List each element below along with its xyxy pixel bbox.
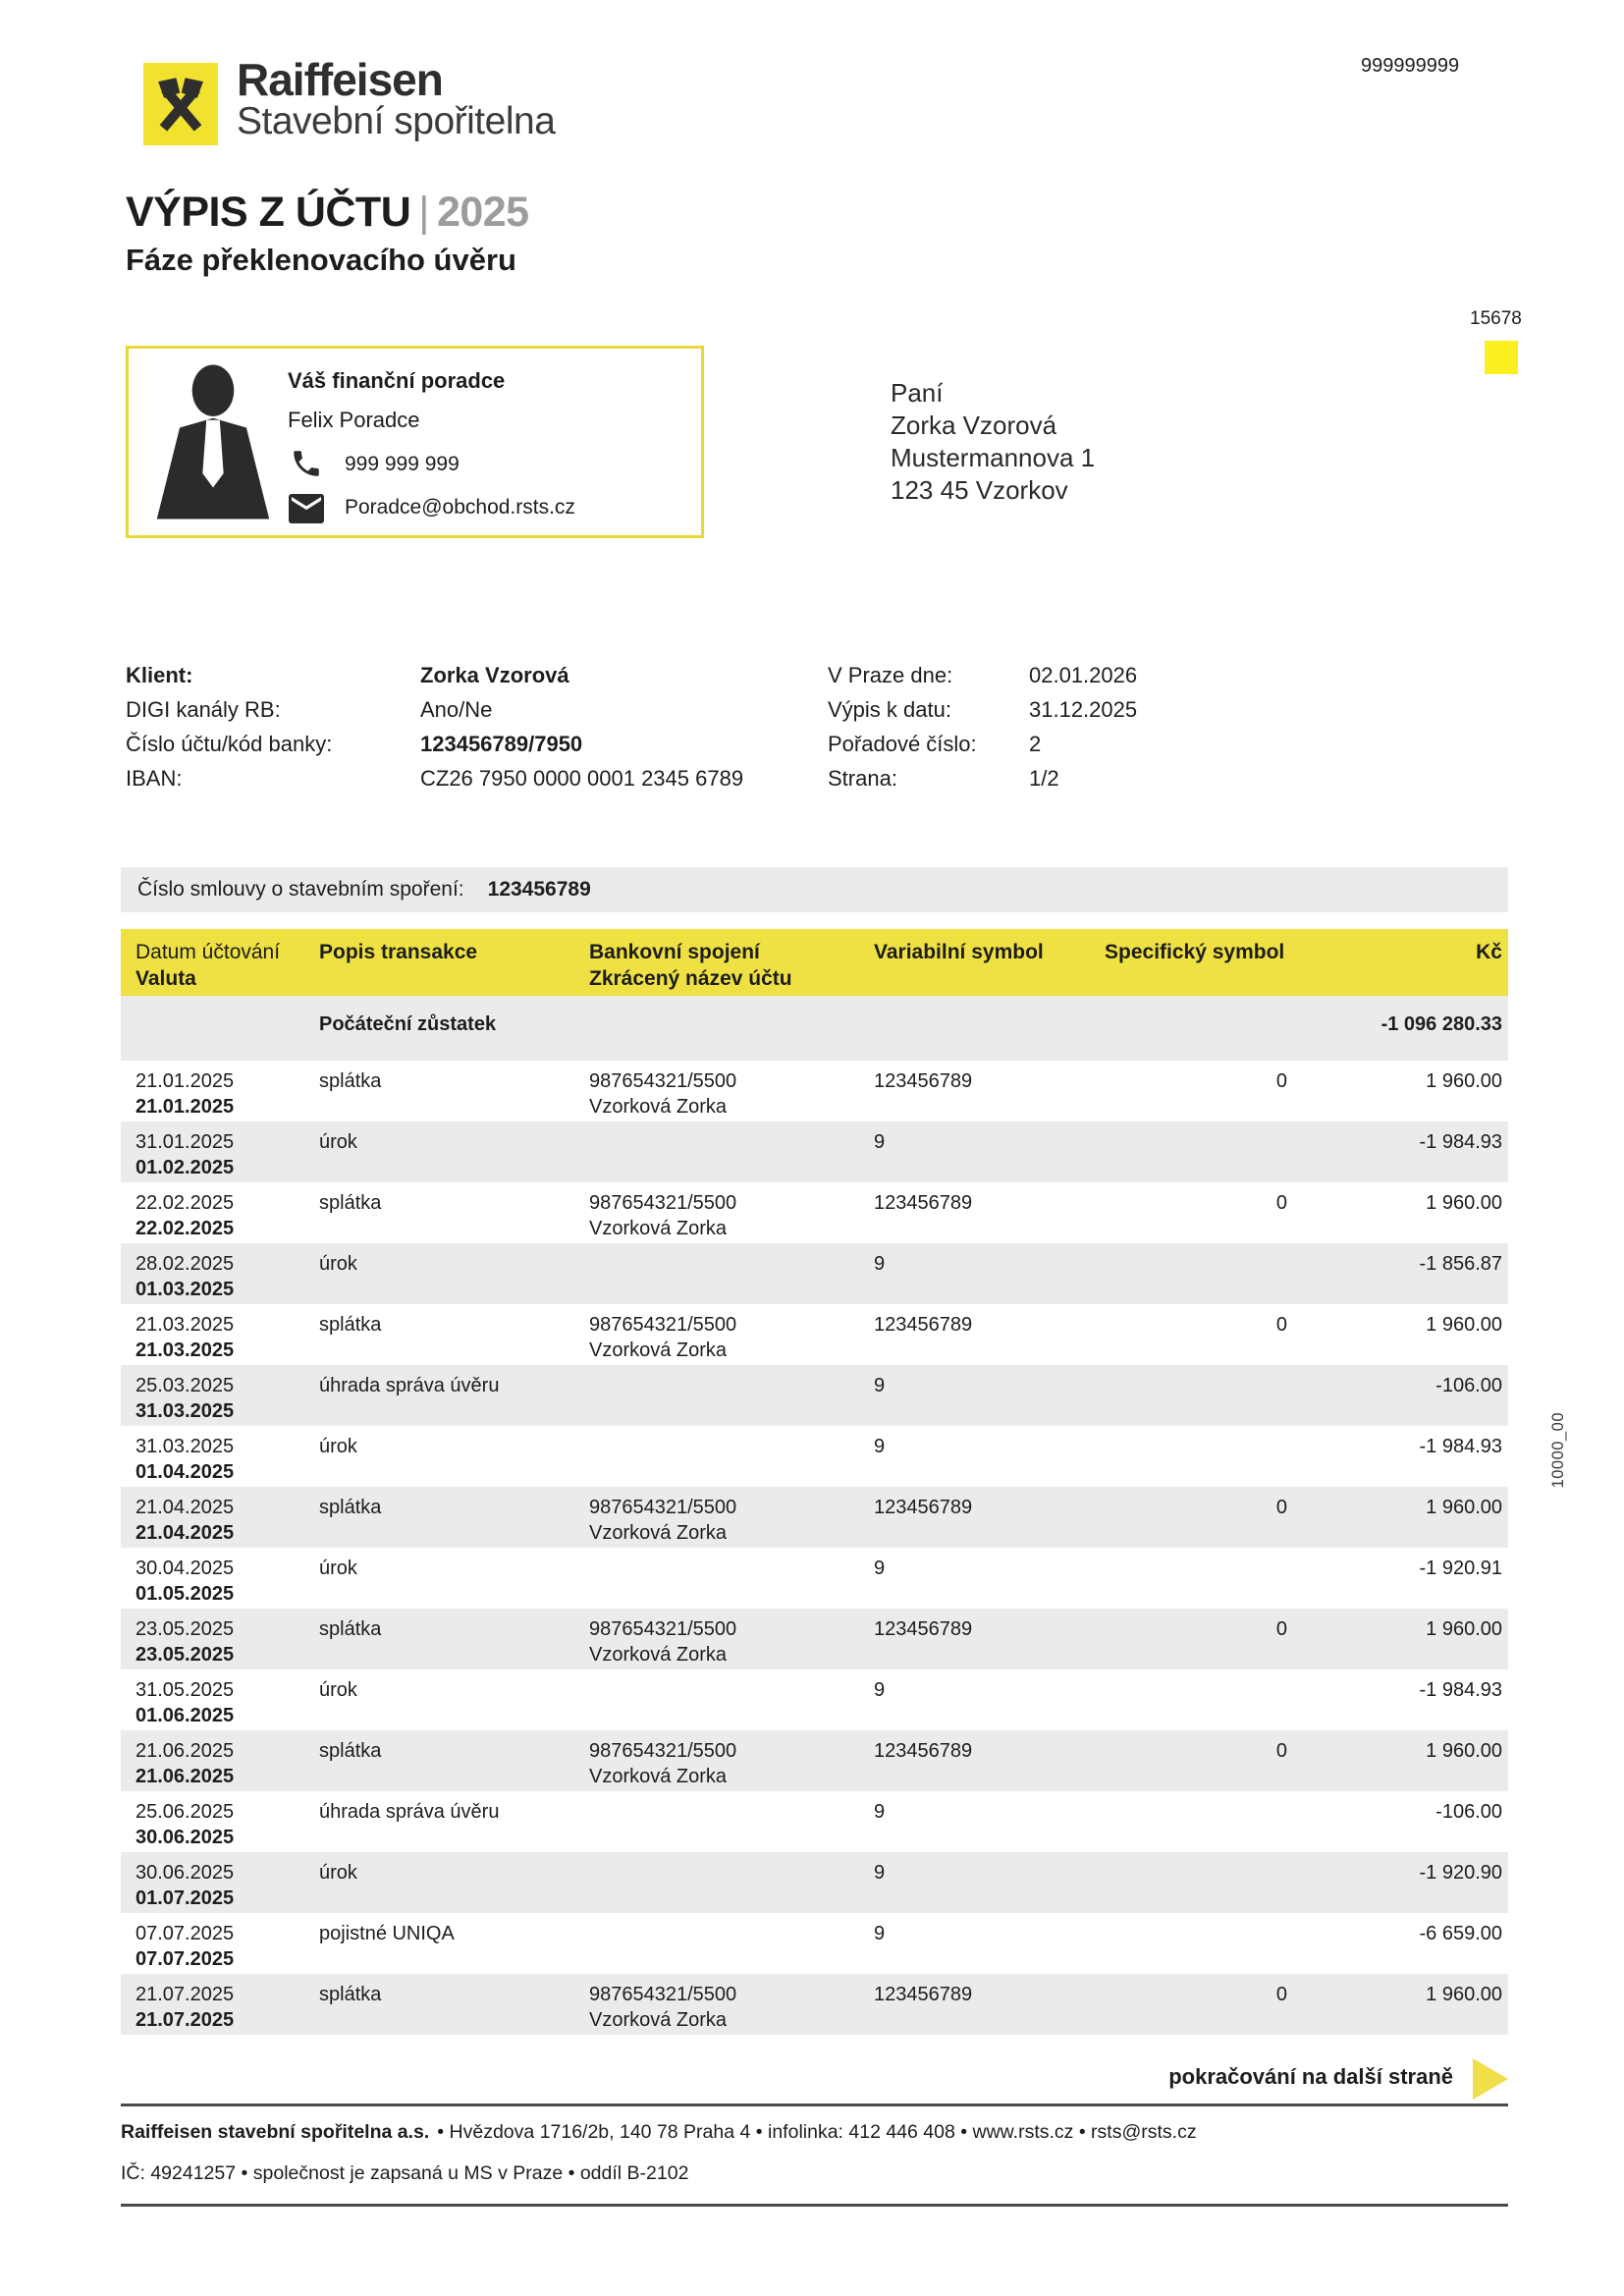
gable-cross-icon bbox=[152, 72, 209, 137]
tx-description: úrok bbox=[319, 1253, 357, 1275]
transaction-row bbox=[121, 1121, 1508, 1182]
tx-bank-cell bbox=[589, 1251, 874, 1304]
table-body bbox=[121, 1061, 1508, 2035]
opening-balance-label: Počáteční zůstatek bbox=[319, 1013, 497, 1035]
tx-value-date: 01.05.2025 bbox=[135, 1583, 235, 1605]
tx-bank-cell bbox=[589, 1556, 874, 1609]
tx-booking-date: 25.06.2025 bbox=[135, 1801, 235, 1823]
tx-specific-symbol-cell bbox=[1105, 1556, 1291, 1609]
tx-variable-symbol-cell bbox=[874, 1738, 1105, 1791]
tx-dates-cell bbox=[121, 1738, 319, 1791]
address-line: 123 45 Vzorkov bbox=[891, 475, 1068, 505]
tx-amount-cell bbox=[1291, 1373, 1508, 1426]
tx-variable-symbol: 9 bbox=[874, 1801, 886, 1823]
tx-specific-symbol-cell bbox=[1105, 1129, 1291, 1182]
tx-booking-date: 21.07.2025 bbox=[135, 1984, 235, 2005]
tx-booking-date: 07.07.2025 bbox=[135, 1923, 235, 1944]
contract-bar bbox=[121, 867, 1508, 912]
tx-specific-symbol-cell bbox=[1105, 1495, 1291, 1548]
tx-counter-account: 987654321/5500 bbox=[589, 1497, 737, 1518]
tx-variable-symbol-cell bbox=[874, 1982, 1105, 2035]
tx-booking-date: 23.05.2025 bbox=[135, 1618, 235, 1640]
tx-variable-symbol-cell bbox=[874, 1556, 1105, 1609]
contract-number: 123456789 bbox=[487, 878, 591, 901]
person-icon bbox=[150, 362, 276, 521]
tx-value-date: 21.01.2025 bbox=[135, 1096, 235, 1118]
logo-mark bbox=[143, 63, 218, 145]
tx-variable-symbol-cell bbox=[874, 1677, 1105, 1730]
header-popis: Popis transakce bbox=[319, 941, 478, 963]
transaction-row bbox=[121, 1487, 1508, 1548]
tx-bank-cell bbox=[589, 1677, 874, 1730]
tx-description-cell bbox=[319, 1860, 589, 1913]
advisor-card bbox=[126, 346, 704, 538]
bottom-rule bbox=[121, 2204, 1508, 2207]
tx-counter-name: Vzorková Zorka bbox=[589, 1644, 728, 1666]
brand-name: Raiffeisen bbox=[237, 54, 443, 105]
tx-specific-symbol: 0 bbox=[1275, 1314, 1287, 1336]
tx-value-date: 07.07.2025 bbox=[135, 1948, 235, 1970]
footer-line1 bbox=[121, 2121, 1197, 2144]
tx-bank-cell bbox=[589, 1068, 874, 1121]
footer-company: Raiffeisen stavební spořitelna a.s. bbox=[121, 2121, 430, 2143]
tx-variable-symbol: 9 bbox=[874, 1375, 886, 1396]
tx-booking-date: 25.03.2025 bbox=[135, 1375, 235, 1396]
doc-code: 15678 bbox=[1470, 308, 1522, 329]
tx-dates-cell bbox=[121, 1799, 319, 1852]
header-specificky: Specifický symbol bbox=[1105, 941, 1285, 963]
tx-bank-cell bbox=[589, 1616, 874, 1669]
header-datum: Datum účtování Valuta bbox=[135, 941, 281, 990]
opening-balance-amount: -1 096 280.33 bbox=[1380, 1013, 1502, 1035]
tx-dates-cell bbox=[121, 1495, 319, 1548]
tx-value-date: 21.06.2025 bbox=[135, 1766, 235, 1787]
transaction-row bbox=[121, 1243, 1508, 1304]
tx-variable-symbol-cell bbox=[874, 1860, 1105, 1913]
tx-amount: -106.00 bbox=[1435, 1375, 1502, 1396]
tx-description: pojistné UNIQA bbox=[319, 1923, 455, 1944]
client-value: Zorka Vzorová bbox=[420, 663, 569, 687]
tx-amount-cell bbox=[1291, 1068, 1508, 1121]
tx-amount-cell bbox=[1291, 1738, 1508, 1791]
tx-variable-symbol-cell bbox=[874, 1921, 1105, 1974]
tx-variable-symbol-cell bbox=[874, 1312, 1105, 1365]
tx-description: splátka bbox=[319, 1497, 382, 1518]
tx-variable-symbol: 123456789 bbox=[874, 1314, 973, 1336]
tx-booking-date: 30.04.2025 bbox=[135, 1558, 235, 1579]
tx-counter-account: 987654321/5500 bbox=[589, 1740, 737, 1762]
tx-amount: -1 920.91 bbox=[1419, 1558, 1502, 1579]
tx-dates-cell bbox=[121, 1373, 319, 1426]
tx-counter-name: Vzorková Zorka bbox=[589, 1339, 728, 1361]
transaction-row bbox=[121, 1304, 1508, 1365]
tx-description: úrok bbox=[319, 1436, 357, 1457]
tx-amount-cell bbox=[1291, 1677, 1508, 1730]
tx-specific-symbol-cell bbox=[1105, 1921, 1291, 1974]
tx-specific-symbol-cell bbox=[1105, 1312, 1291, 1365]
transaction-row bbox=[121, 1426, 1508, 1487]
tx-amount: 1 960.00 bbox=[1426, 1618, 1502, 1640]
tx-description: úrok bbox=[319, 1679, 357, 1701]
tx-dates-cell bbox=[121, 1068, 319, 1121]
tx-bank-cell bbox=[589, 1921, 874, 1974]
tx-specific-symbol-cell bbox=[1105, 1982, 1291, 2035]
tx-description: úhrada správa úvěru bbox=[319, 1801, 500, 1823]
advisor-name: Felix Poradce bbox=[288, 408, 420, 432]
tx-variable-symbol-cell bbox=[874, 1068, 1105, 1121]
digi-value: Ano/Ne bbox=[420, 697, 493, 722]
issue-date-label: V Praze dne: bbox=[828, 663, 953, 687]
footer-registration: IČ: 49241257 • společnost je zapsaná u MS v Praze • oddíl B-2102 bbox=[121, 2162, 689, 2184]
advisor-heading: Váš finanční poradce bbox=[288, 368, 506, 393]
tx-amount: 1 960.00 bbox=[1426, 1984, 1502, 2005]
tx-variable-symbol: 9 bbox=[874, 1679, 886, 1701]
tx-variable-symbol-cell bbox=[874, 1251, 1105, 1304]
tx-amount-cell bbox=[1291, 1921, 1508, 1974]
tx-amount-cell bbox=[1291, 1190, 1508, 1243]
header-bankovni: Bankovní spojení Zkrácený název účtu bbox=[589, 941, 792, 990]
tx-value-date: 21.04.2025 bbox=[135, 1522, 235, 1544]
client-number: 999999999 bbox=[1361, 55, 1460, 77]
tx-bank-cell bbox=[589, 1129, 874, 1182]
tx-specific-symbol: 0 bbox=[1275, 1618, 1287, 1640]
tx-description-cell bbox=[319, 1677, 589, 1730]
tx-bank-cell bbox=[589, 1434, 874, 1487]
transaction-row bbox=[121, 1061, 1508, 1121]
tx-variable-symbol: 9 bbox=[874, 1923, 886, 1944]
tx-variable-symbol-cell bbox=[874, 1616, 1105, 1669]
tx-description: splátka bbox=[319, 1314, 382, 1336]
tx-counter-name: Vzorková Zorka bbox=[589, 1522, 728, 1544]
tx-description-cell bbox=[319, 1495, 589, 1548]
transaction-row bbox=[121, 1974, 1508, 2035]
tx-specific-symbol-cell bbox=[1105, 1373, 1291, 1426]
tx-description: splátka bbox=[319, 1070, 382, 1092]
tx-description-cell bbox=[319, 1556, 589, 1609]
tx-value-date: 21.07.2025 bbox=[135, 2009, 235, 2031]
transaction-row bbox=[121, 1913, 1508, 1974]
tx-booking-date: 31.01.2025 bbox=[135, 1131, 235, 1153]
transaction-row bbox=[121, 1791, 1508, 1852]
tx-variable-symbol: 123456789 bbox=[874, 1497, 973, 1518]
tx-value-date: 30.06.2025 bbox=[135, 1827, 235, 1848]
tx-variable-symbol-cell bbox=[874, 1190, 1105, 1243]
header-variabilni: Variabilní symbol bbox=[874, 941, 1044, 963]
tx-counter-name: Vzorková Zorka bbox=[589, 2009, 728, 2031]
next-page-arrow-icon bbox=[1473, 2058, 1508, 2100]
address-line: Mustermannova 1 bbox=[891, 443, 1096, 472]
tx-variable-symbol-cell bbox=[874, 1495, 1105, 1548]
advisor-email: Poradce@obchod.rsts.cz bbox=[345, 496, 575, 519]
tx-counter-account: 987654321/5500 bbox=[589, 1618, 737, 1640]
tx-specific-symbol-cell bbox=[1105, 1068, 1291, 1121]
table-header bbox=[121, 929, 1508, 996]
client-label: Klient: bbox=[126, 663, 193, 687]
tx-description: splátka bbox=[319, 1984, 382, 2005]
tx-variable-symbol: 123456789 bbox=[874, 1070, 973, 1092]
tx-specific-symbol-cell bbox=[1105, 1677, 1291, 1730]
tx-specific-symbol: 0 bbox=[1275, 1740, 1287, 1762]
tx-specific-symbol-cell bbox=[1105, 1738, 1291, 1791]
tx-amount: -1 920.90 bbox=[1419, 1862, 1502, 1884]
tx-description: splátka bbox=[319, 1618, 382, 1640]
tx-variable-symbol: 9 bbox=[874, 1131, 886, 1153]
tx-specific-symbol: 0 bbox=[1275, 1984, 1287, 2005]
tx-dates-cell bbox=[121, 1860, 319, 1913]
tx-value-date: 01.03.2025 bbox=[135, 1279, 235, 1300]
tx-variable-symbol: 123456789 bbox=[874, 1192, 973, 1214]
tx-variable-symbol-cell bbox=[874, 1129, 1105, 1182]
continuation-note: pokračování na další straně bbox=[1168, 2064, 1453, 2089]
recipient-address bbox=[891, 377, 1095, 507]
tx-variable-symbol: 9 bbox=[874, 1253, 886, 1275]
statement-date-value: 31.12.2025 bbox=[1029, 697, 1138, 722]
tx-variable-symbol: 9 bbox=[874, 1862, 886, 1884]
tx-dates-cell bbox=[121, 1921, 319, 1974]
iban-value: CZ26 7950 0000 0001 2345 6789 bbox=[420, 766, 744, 791]
tx-bank-cell bbox=[589, 1312, 874, 1365]
tx-description-cell bbox=[319, 1251, 589, 1304]
tx-dates-cell bbox=[121, 1556, 319, 1609]
contract-label: Číslo smlouvy o stavebním spoření: bbox=[137, 878, 464, 901]
tx-dates-cell bbox=[121, 1312, 319, 1365]
form-code: 10000_00 bbox=[1549, 1412, 1567, 1489]
continuation-bar bbox=[121, 2056, 1508, 2106]
advisor-phone: 999 999 999 bbox=[345, 453, 460, 475]
tx-booking-date: 21.04.2025 bbox=[135, 1497, 235, 1518]
tx-description-cell bbox=[319, 1738, 589, 1791]
tx-dates-cell bbox=[121, 1129, 319, 1182]
tx-counter-name: Vzorková Zorka bbox=[589, 1096, 728, 1118]
tx-variable-symbol: 123456789 bbox=[874, 1740, 973, 1762]
tx-amount: -106.00 bbox=[1435, 1801, 1502, 1823]
tx-value-date: 01.04.2025 bbox=[135, 1461, 235, 1483]
tx-dates-cell bbox=[121, 1677, 319, 1730]
title-main: VÝPIS Z ÚČTU bbox=[126, 189, 411, 236]
email-icon bbox=[288, 494, 325, 523]
sequence-value: 2 bbox=[1029, 732, 1042, 756]
tx-counter-account: 987654321/5500 bbox=[589, 1070, 737, 1092]
account-value: 123456789/7950 bbox=[420, 732, 583, 756]
tx-variable-symbol: 123456789 bbox=[874, 1984, 973, 2005]
tx-description: splátka bbox=[319, 1740, 382, 1762]
tx-variable-symbol: 9 bbox=[874, 1558, 886, 1579]
tx-booking-date: 22.02.2025 bbox=[135, 1192, 235, 1214]
title-year: 2025 bbox=[436, 189, 529, 236]
tx-value-date: 01.06.2025 bbox=[135, 1705, 235, 1726]
tx-bank-cell bbox=[589, 1738, 874, 1791]
transaction-row bbox=[121, 1182, 1508, 1243]
transaction-row bbox=[121, 1609, 1508, 1669]
tx-amount: 1 960.00 bbox=[1426, 1192, 1502, 1214]
tx-description-cell bbox=[319, 1616, 589, 1669]
tx-specific-symbol-cell bbox=[1105, 1251, 1291, 1304]
tx-specific-symbol: 0 bbox=[1275, 1192, 1287, 1214]
issue-date-value: 02.01.2026 bbox=[1029, 663, 1138, 687]
transactions-table bbox=[121, 929, 1508, 2035]
tx-value-date: 01.02.2025 bbox=[135, 1157, 235, 1178]
tx-variable-symbol-cell bbox=[874, 1373, 1105, 1426]
tx-description-cell bbox=[319, 1190, 589, 1243]
tx-dates-cell bbox=[121, 1251, 319, 1304]
tx-amount: -1 984.93 bbox=[1419, 1131, 1502, 1153]
tx-specific-symbol-cell bbox=[1105, 1616, 1291, 1669]
tx-booking-date: 31.03.2025 bbox=[135, 1436, 235, 1457]
digi-label: DIGI kanály RB: bbox=[126, 697, 281, 722]
tx-specific-symbol: 0 bbox=[1275, 1070, 1287, 1092]
tx-amount: 1 960.00 bbox=[1426, 1314, 1502, 1336]
tx-description-cell bbox=[319, 1129, 589, 1182]
tx-description-cell bbox=[319, 1921, 589, 1974]
tx-booking-date: 30.06.2025 bbox=[135, 1862, 235, 1884]
title-separator: | bbox=[418, 189, 429, 236]
transaction-row bbox=[121, 1548, 1508, 1609]
tx-description-cell bbox=[319, 1434, 589, 1487]
tx-amount-cell bbox=[1291, 1799, 1508, 1852]
tx-amount: 1 960.00 bbox=[1426, 1740, 1502, 1762]
tx-variable-symbol-cell bbox=[874, 1434, 1105, 1487]
tx-variable-symbol: 9 bbox=[874, 1436, 886, 1457]
tx-bank-cell bbox=[589, 1373, 874, 1426]
tx-dates-cell bbox=[121, 1434, 319, 1487]
iban-label: IBAN: bbox=[126, 766, 183, 791]
tx-specific-symbol: 0 bbox=[1275, 1497, 1287, 1518]
tx-description: úrok bbox=[319, 1131, 357, 1153]
tx-counter-name: Vzorková Zorka bbox=[589, 1218, 728, 1239]
tx-specific-symbol-cell bbox=[1105, 1190, 1291, 1243]
header-kc: Kč bbox=[1476, 941, 1502, 963]
transaction-row bbox=[121, 1365, 1508, 1426]
address-line: Paní bbox=[891, 378, 944, 408]
page-title bbox=[126, 189, 529, 237]
tx-specific-symbol-cell bbox=[1105, 1799, 1291, 1852]
tx-amount-cell bbox=[1291, 1860, 1508, 1913]
tx-amount-cell bbox=[1291, 1495, 1508, 1548]
tx-description-cell bbox=[319, 1068, 589, 1121]
tx-amount: -1 856.87 bbox=[1419, 1253, 1502, 1275]
tx-value-date: 31.03.2025 bbox=[135, 1400, 235, 1422]
tx-value-date: 23.05.2025 bbox=[135, 1644, 235, 1666]
tx-bank-cell bbox=[589, 1860, 874, 1913]
transaction-row bbox=[121, 1730, 1508, 1791]
sequence-label: Pořadové číslo: bbox=[828, 732, 977, 756]
tx-value-date: 22.02.2025 bbox=[135, 1218, 235, 1239]
tx-counter-account: 987654321/5500 bbox=[589, 1984, 737, 2005]
tx-booking-date: 21.01.2025 bbox=[135, 1070, 235, 1092]
brand-subname: Stavební spořitelna bbox=[237, 100, 556, 142]
tx-description-cell bbox=[319, 1982, 589, 2035]
tx-description: splátka bbox=[319, 1192, 382, 1214]
tx-booking-date: 31.05.2025 bbox=[135, 1679, 235, 1701]
tx-bank-cell bbox=[589, 1982, 874, 2035]
statement-date-label: Výpis k datu: bbox=[828, 697, 951, 722]
page-subtitle: Fáze překlenovacího úvěru bbox=[126, 243, 516, 277]
tx-description: úrok bbox=[319, 1862, 357, 1884]
address-line: Zorka Vzorová bbox=[891, 410, 1057, 440]
tx-bank-cell bbox=[589, 1495, 874, 1548]
tx-amount: -1 984.93 bbox=[1419, 1436, 1502, 1457]
tx-amount: -6 659.00 bbox=[1419, 1923, 1502, 1944]
transaction-row bbox=[121, 1669, 1508, 1730]
tx-amount-cell bbox=[1291, 1312, 1508, 1365]
tx-booking-date: 28.02.2025 bbox=[135, 1253, 235, 1275]
tx-counter-account: 987654321/5500 bbox=[589, 1314, 737, 1336]
tx-specific-symbol-cell bbox=[1105, 1434, 1291, 1487]
tx-amount: -1 984.93 bbox=[1419, 1679, 1502, 1701]
tx-amount-cell bbox=[1291, 1434, 1508, 1487]
page-label: Strana: bbox=[828, 766, 897, 791]
opening-balance-row bbox=[121, 996, 1508, 1061]
tx-booking-date: 21.03.2025 bbox=[135, 1314, 235, 1336]
accent-square bbox=[1485, 341, 1518, 374]
tx-description: úrok bbox=[319, 1558, 357, 1579]
tx-description-cell bbox=[319, 1312, 589, 1365]
tx-description: úhrada správa úvěru bbox=[319, 1375, 500, 1396]
tx-booking-date: 21.06.2025 bbox=[135, 1740, 235, 1762]
tx-value-date: 21.03.2025 bbox=[135, 1339, 235, 1361]
page-value: 1/2 bbox=[1029, 766, 1059, 791]
tx-variable-symbol: 123456789 bbox=[874, 1618, 973, 1640]
phone-icon bbox=[290, 447, 323, 480]
footer-contact: • Hvězdova 1716/2b, 140 78 Praha 4 • infolinka: 412 446 408 • www.rsts.cz • rsts@rsts.cz bbox=[437, 2121, 1197, 2143]
tx-amount: 1 960.00 bbox=[1426, 1070, 1502, 1092]
tx-specific-symbol-cell bbox=[1105, 1860, 1291, 1913]
tx-bank-cell bbox=[589, 1190, 874, 1243]
tx-dates-cell bbox=[121, 1190, 319, 1243]
tx-counter-account: 987654321/5500 bbox=[589, 1192, 737, 1214]
tx-amount-cell bbox=[1291, 1251, 1508, 1304]
tx-counter-name: Vzorková Zorka bbox=[589, 1766, 728, 1787]
tx-amount-cell bbox=[1291, 1556, 1508, 1609]
tx-amount-cell bbox=[1291, 1982, 1508, 2035]
tx-value-date: 01.07.2025 bbox=[135, 1887, 235, 1909]
tx-dates-cell bbox=[121, 1616, 319, 1669]
tx-dates-cell bbox=[121, 1982, 319, 2035]
tx-amount: 1 960.00 bbox=[1426, 1497, 1502, 1518]
tx-amount-cell bbox=[1291, 1129, 1508, 1182]
tx-amount-cell bbox=[1291, 1616, 1508, 1669]
tx-variable-symbol-cell bbox=[874, 1799, 1105, 1852]
tx-description-cell bbox=[319, 1799, 589, 1852]
tx-bank-cell bbox=[589, 1799, 874, 1852]
tx-description-cell bbox=[319, 1373, 589, 1426]
transaction-row bbox=[121, 1852, 1508, 1913]
account-label: Číslo účtu/kód banky: bbox=[126, 732, 333, 756]
